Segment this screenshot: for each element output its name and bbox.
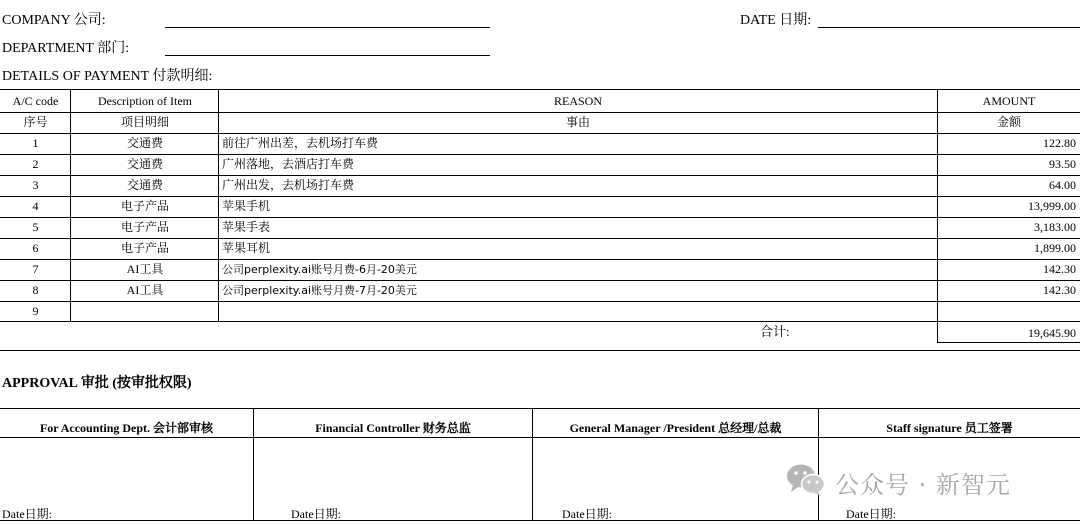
row-reason: 苹果手机: [222, 199, 271, 213]
header-amount-cn: 金额: [996, 115, 1021, 129]
row-amount: 142.30: [1043, 262, 1076, 276]
details-of-payment-label: DETAILS OF PAYMENT 付款明细:: [2, 69, 213, 84]
header-amount: AMOUNT: [982, 94, 1036, 108]
row-description: 交通费: [126, 157, 163, 171]
general-manager-signature-area[interactable]: [533, 438, 818, 500]
row-ac-code: 3: [32, 178, 39, 192]
watermark-text: 公众号 · 新智元: [835, 471, 1011, 499]
row-reason: 前往广州出差，去机场打车费: [222, 136, 379, 150]
row-description: 电子产品: [120, 199, 169, 213]
watermark: [785, 462, 1011, 503]
row-reason: 苹果手表: [222, 220, 271, 234]
row-amount: 64.00: [1049, 178, 1076, 192]
header-reason: REASON: [553, 94, 602, 108]
financial-controller-header: Financial Controller 财务总监: [315, 421, 471, 435]
header-ac-code-cn: 序号: [23, 115, 48, 129]
row-reason: 公司perplexity.ai账号月费-7月-20美元: [222, 284, 417, 297]
approval-date-label: Date日期:: [562, 507, 612, 521]
row-description: 交通费: [126, 178, 163, 192]
header-description-cn: 项目明细: [120, 115, 169, 129]
row-ac-code: 6: [32, 241, 39, 255]
row-reason: 广州出发，去机场打车费: [222, 178, 355, 192]
row-reason: 苹果耳机: [222, 241, 271, 255]
header-ac-code: A/C code: [12, 94, 59, 108]
department-label: DEPARTMENT 部门:: [2, 41, 130, 56]
row-ac-code: 1: [32, 136, 39, 150]
row-description: AI工具: [126, 262, 164, 276]
row-description: AI工具: [126, 283, 164, 297]
approval-top-border: [0, 408, 1080, 409]
approval-date-label: Date日期:: [2, 507, 52, 521]
total-label: 合计:: [760, 324, 790, 339]
row-amount: 122.80: [1043, 136, 1076, 150]
row-amount: 1,899.00: [1034, 241, 1076, 255]
row-ac-code: 2: [32, 157, 39, 171]
company-label: COMPANY 公司:: [2, 13, 106, 28]
row-amount: 142.30: [1043, 283, 1076, 297]
financial-controller-signature-area[interactable]: [254, 438, 532, 500]
accounting-signature-area[interactable]: [0, 438, 253, 500]
row-description: 电子产品: [120, 220, 169, 234]
row-reason: 广州落地，去酒店打车费: [222, 157, 355, 171]
approval-date-label: Date日期:: [291, 507, 341, 521]
row-ac-code: 4: [32, 199, 39, 213]
row-amount: 13,999.00: [1028, 199, 1076, 213]
wechat-icon: [785, 462, 827, 503]
row-reason: 公司perplexity.ai账号月费-6月-20美元: [222, 263, 417, 276]
row-ac-code: 5: [32, 220, 39, 234]
row-description: 交通费: [126, 136, 163, 150]
row-description: 电子产品: [120, 241, 169, 255]
accounting-dept-header: For Accounting Dept. 会计部审核: [39, 421, 214, 435]
general-manager-header: General Manager /President 总经理/总裁: [569, 421, 782, 435]
header-reason-cn: 事由: [565, 115, 590, 129]
approval-title: APPROVAL 审批 (按审批权限): [2, 376, 192, 391]
total-amount: 19,645.90: [1028, 326, 1076, 340]
date-label: DATE 日期:: [740, 13, 812, 28]
row-ac-code: 7: [32, 262, 39, 276]
staff-signature-header: Staff signature 员工签署: [886, 421, 1013, 435]
row-ac-code: 9: [32, 304, 39, 318]
row-amount: 93.50: [1049, 157, 1076, 171]
approval-date-label: Date日期:: [846, 507, 896, 521]
row-ac-code: 8: [32, 283, 39, 297]
approval-bottom-border: [0, 520, 1080, 521]
header-description: Description of Item: [98, 94, 192, 108]
row-amount: 3,183.00: [1034, 220, 1076, 234]
